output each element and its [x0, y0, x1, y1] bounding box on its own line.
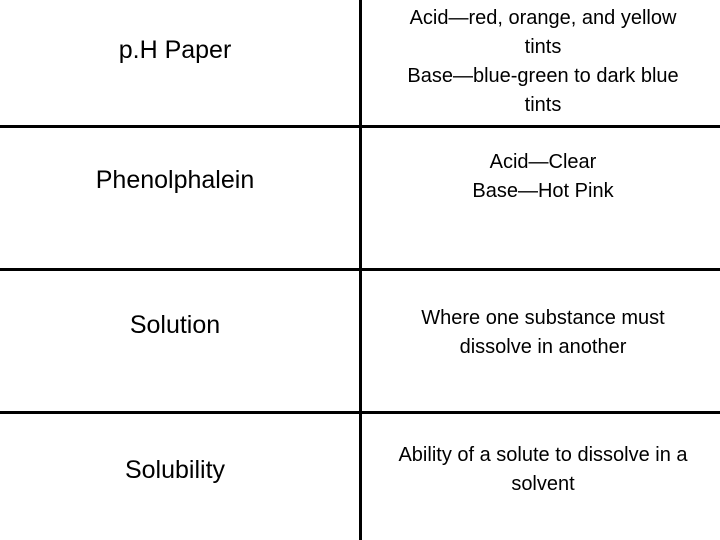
column-divider: [359, 0, 362, 540]
definition-cell: [366, 407, 720, 533]
definition-line: Acid—Clear: [489, 151, 597, 173]
definition-line: Acid—red, orange, and yellow: [409, 7, 677, 29]
term-cell: Solution: [129, 310, 221, 339]
definition-line: tints: [524, 36, 562, 58]
term-cell: p.H Paper: [118, 35, 232, 64]
term-cell: Solubility: [124, 455, 226, 484]
definition-line: Where one substance must: [421, 307, 665, 329]
definition-line: solvent: [511, 473, 575, 495]
definition-line: Base—blue-green to dark blue: [407, 65, 679, 87]
definition-line: dissolve in another: [459, 336, 627, 358]
definition-line: Base—Hot Pink: [472, 180, 614, 202]
definition-cell: [366, 262, 720, 404]
definition-line: Ability of a solute to dissolve in a: [398, 444, 688, 466]
definition-line: tints: [524, 94, 562, 116]
term-cell: Phenolphalein: [95, 165, 255, 194]
